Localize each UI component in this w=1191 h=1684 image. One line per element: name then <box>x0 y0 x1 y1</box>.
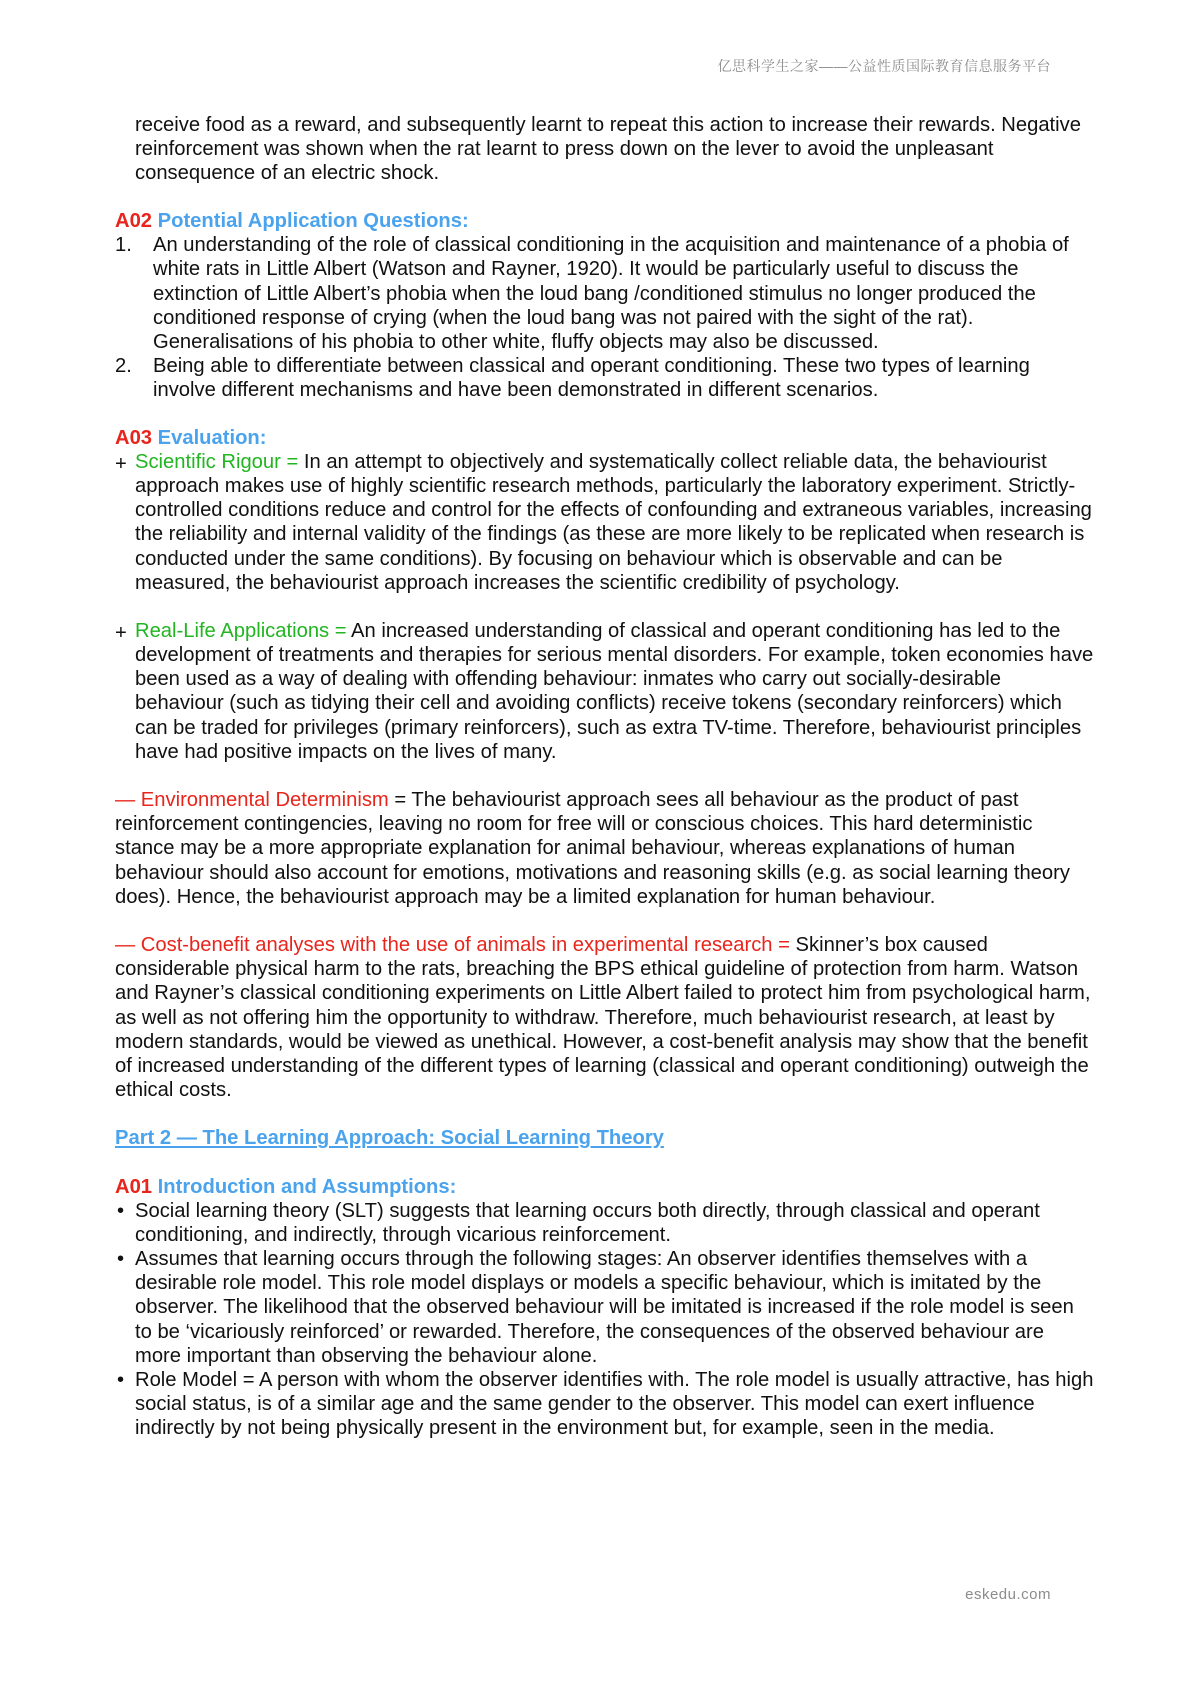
bullet-text: Social learning theory (SLT) suggests that learning occurs both directly, through classical and operant conditioning, and indirectly, through vicarious reinforcement. <box>135 1200 1040 1247</box>
evaluation-label: Scientific Rigour = <box>135 451 299 474</box>
evaluation-point-cost-benefit <box>115 933 1095 1102</box>
a01-code: A01 <box>115 1175 153 1198</box>
a02-list <box>115 233 1095 402</box>
bullet-item <box>115 1368 1095 1440</box>
evaluation-point-scientific-rigour <box>115 450 1095 595</box>
bullet-icon: • <box>117 1368 125 1391</box>
list-number: 1. <box>115 234 132 257</box>
list-item <box>115 233 1095 353</box>
a03-code: A03 <box>115 427 153 450</box>
list-item-text: Being able to differentiate between classical and operant conditioning. These two types of learning involve different mechanisms and have been demonstrated in different scenarios. <box>153 354 1030 401</box>
list-item <box>115 354 1095 402</box>
evaluation-text: Skinner’s box caused considerable physical harm to the rats, breaching the BPS ethical guideline of protection from harm. Watson and Rayner’s classical conditioning experiments on Little Albert failed to protect him from psychological harm, as well as not offering him the opportunity to withdraw. Therefore, much behaviourist research, at least by modern standards, would be viewed as unethical. However, a cost-benefit analysis may show that the benefit of increased understanding of the different types of learning (classical and operant conditioning) outweigh the ethical costs. <box>115 934 1091 1101</box>
bullet-item <box>115 1247 1095 1367</box>
footer-site-url: eskedu.com <box>965 1586 1051 1603</box>
a01-title: Introduction and Assumptions: <box>157 1175 457 1198</box>
evaluation-text: An increased understanding of classical and operant conditioning has led to the development of treatments and therapies for serious mental disorders. For example, token economies have been used as a way of dealing with offending behaviour: inmates who carry out socially-desirable behaviour (such as tidying their cell and avoiding conflicts) receive tokens (secondary reinforcers) which can be traded for privileges (primary reinforcers), such as extra TV-time. Therefore, behaviourist principles have had positive impacts on the lives of many. <box>135 620 1094 763</box>
bullet-text: Role Model = A person with whom the observer identifies with. The role model is usually attractive, has high social status, is of a similar age and the same gender to the observer. This model can exert influence indirectly by not being physically present in the environment but, for example, seen in the media. <box>135 1368 1094 1439</box>
list-number: 2. <box>115 354 132 377</box>
part2-title-link[interactable]: Part 2 — The Learning Approach: Social Learning Theory <box>115 1127 664 1150</box>
bullet-text: Assumes that learning occurs through the following stages: An observer identifies themselves with a desirable role model. This role model displays or models a specific behaviour, which is imitated by the observer. The likelihood that the observed behaviour will be imitated is increased if the role model is seen to be ‘vicariously reinforced’ or rewarded. Therefore, the consequences of the observed behaviour are more important than observing the behaviour alone. <box>135 1248 1074 1367</box>
plus-marker: + <box>115 622 127 645</box>
a02-heading <box>115 209 1095 233</box>
evaluation-label: — Cost-benefit analyses with the use of animals in experimental research = <box>115 934 790 957</box>
evaluation-text: In an attempt to objectively and systematically collect reliable data, the behaviourist approach makes use of highly scientific research methods, particularly the laboratory experiment. Strictly-controlled conditions reduce and control for the effects of confounding and extraneous variables, increasing the reliability and internal validity of the findings (as these are more likely to be replicated when research is conducted under the same conditions). By focusing on behaviour which is observable and can be measured, the behaviourist approach increases the scientific credibility of psychology. <box>135 451 1092 594</box>
evaluation-label: — Environmental Determinism <box>115 789 389 812</box>
a03-title: Evaluation: <box>157 427 267 450</box>
document-body <box>115 113 1095 1440</box>
intro-paragraph: receive food as a reward, and subsequently learnt to repeat this action to increase their rewards. Negative reinforcement was shown when the rat learnt to press down on the lever to avoid the unpleasant consequence of an electric shock. <box>135 114 1081 185</box>
a03-heading <box>115 426 1095 450</box>
evaluation-equals: = <box>394 789 407 812</box>
header-site-title: 亿思科学生之家——公益性质国际教育信息服务平台 <box>717 58 1051 74</box>
a02-title: Potential Application Questions: <box>157 210 469 233</box>
plus-marker: + <box>115 453 127 476</box>
a02-code: A02 <box>115 210 153 233</box>
evaluation-text: The behaviourist approach sees all behaviour as the product of past reinforcement contingencies, leaving no room for free will or conscious choices. This hard deterministic stance may be a more appropriate explanation for animal behaviour, whereas explanations of human behaviour should also account for emotions, motivations and reasoning skills (e.g. as social learning theory does). Hence, the behaviourist approach may be a limited explanation for human behaviour. <box>115 789 1070 908</box>
a01-bullet-list <box>115 1199 1095 1440</box>
bullet-icon: • <box>117 1248 125 1271</box>
bullet-item <box>115 1199 1095 1247</box>
evaluation-point-environmental-determinism <box>115 788 1095 908</box>
a01-heading <box>115 1175 1095 1199</box>
bullet-icon: • <box>117 1200 125 1223</box>
evaluation-label: Real-Life Applications = <box>135 620 347 643</box>
evaluation-point-real-life-applications <box>115 619 1095 764</box>
list-item-text: An understanding of the role of classical conditioning in the acquisition and maintenance of a phobia of white rats in Little Albert (Watson and Rayner, 1920). It would be particularly useful to discuss the extinction of Little Albert’s phobia when the loud bang /conditioned stimulus no longer produced the conditioned response of crying (when the loud bang was not paired with the sight of the rat). Generalisations of his phobia to other white, fluffy objects may also be discussed. <box>153 234 1069 353</box>
